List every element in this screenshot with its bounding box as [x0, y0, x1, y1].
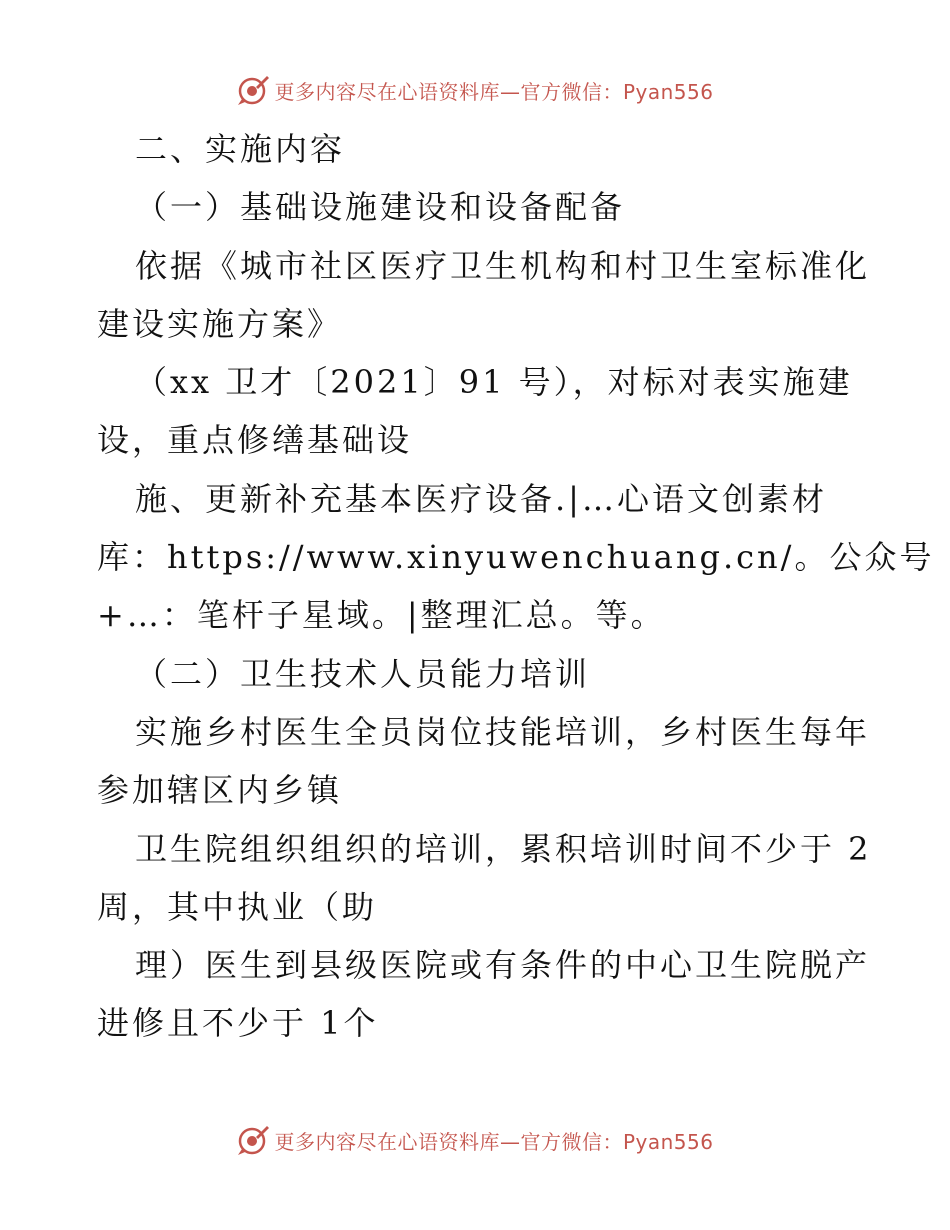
text-line: 设，重点修缮基础设 [97, 421, 413, 460]
text-line: （一）基础设施建设和设备配备 [135, 188, 626, 227]
text-line: 施、更新补充基本医疗设备.|…心语文创素材 [135, 479, 827, 518]
text-line: 建设实施方案》 [97, 304, 343, 343]
text-line: 卫生院组织组织的培训，累积培训时间不少于 2 [135, 829, 872, 868]
text-line: 进修且不少于 1个 [97, 1004, 379, 1043]
text-line: 周，其中执业（助 [97, 887, 378, 926]
document-body [97, 120, 935, 1053]
text-line: 依据《城市社区医疗卫生机构和村卫生室标准化 [135, 246, 871, 285]
text-line: （xx 卫才〔2021〕91 号），对标对表实施建 [135, 363, 853, 402]
text-line: +…：笔杆子星域。|整理汇总。等。 [97, 596, 666, 635]
text-line: 理）医生到县级医院或有条件的中心卫生院脱产 [135, 946, 871, 985]
text-line: 实施乡村医生全员岗位技能培训，乡村医生每年 [135, 712, 871, 751]
text-line: 库：https://www.xinyuwenchuang.cn/。公众号 [97, 538, 935, 577]
watermark-banner-bottom [0, 1120, 950, 1160]
text-line: 参加辖区内乡镇 [97, 771, 343, 810]
watermark-text-bottom: 更多内容尽在心语资料库—官方微信：Pyan556 [274, 1129, 714, 1154]
quill-seal-icon [236, 73, 270, 107]
text-line: （二）卫生技术人员能力培训 [135, 654, 591, 693]
quill-seal-icon [236, 1123, 270, 1157]
watermark-text-top: 更多内容尽在心语资料库—官方微信：Pyan556 [274, 79, 714, 104]
watermark-banner-top [0, 70, 950, 110]
text-line: 二、实施内容 [135, 130, 346, 168]
